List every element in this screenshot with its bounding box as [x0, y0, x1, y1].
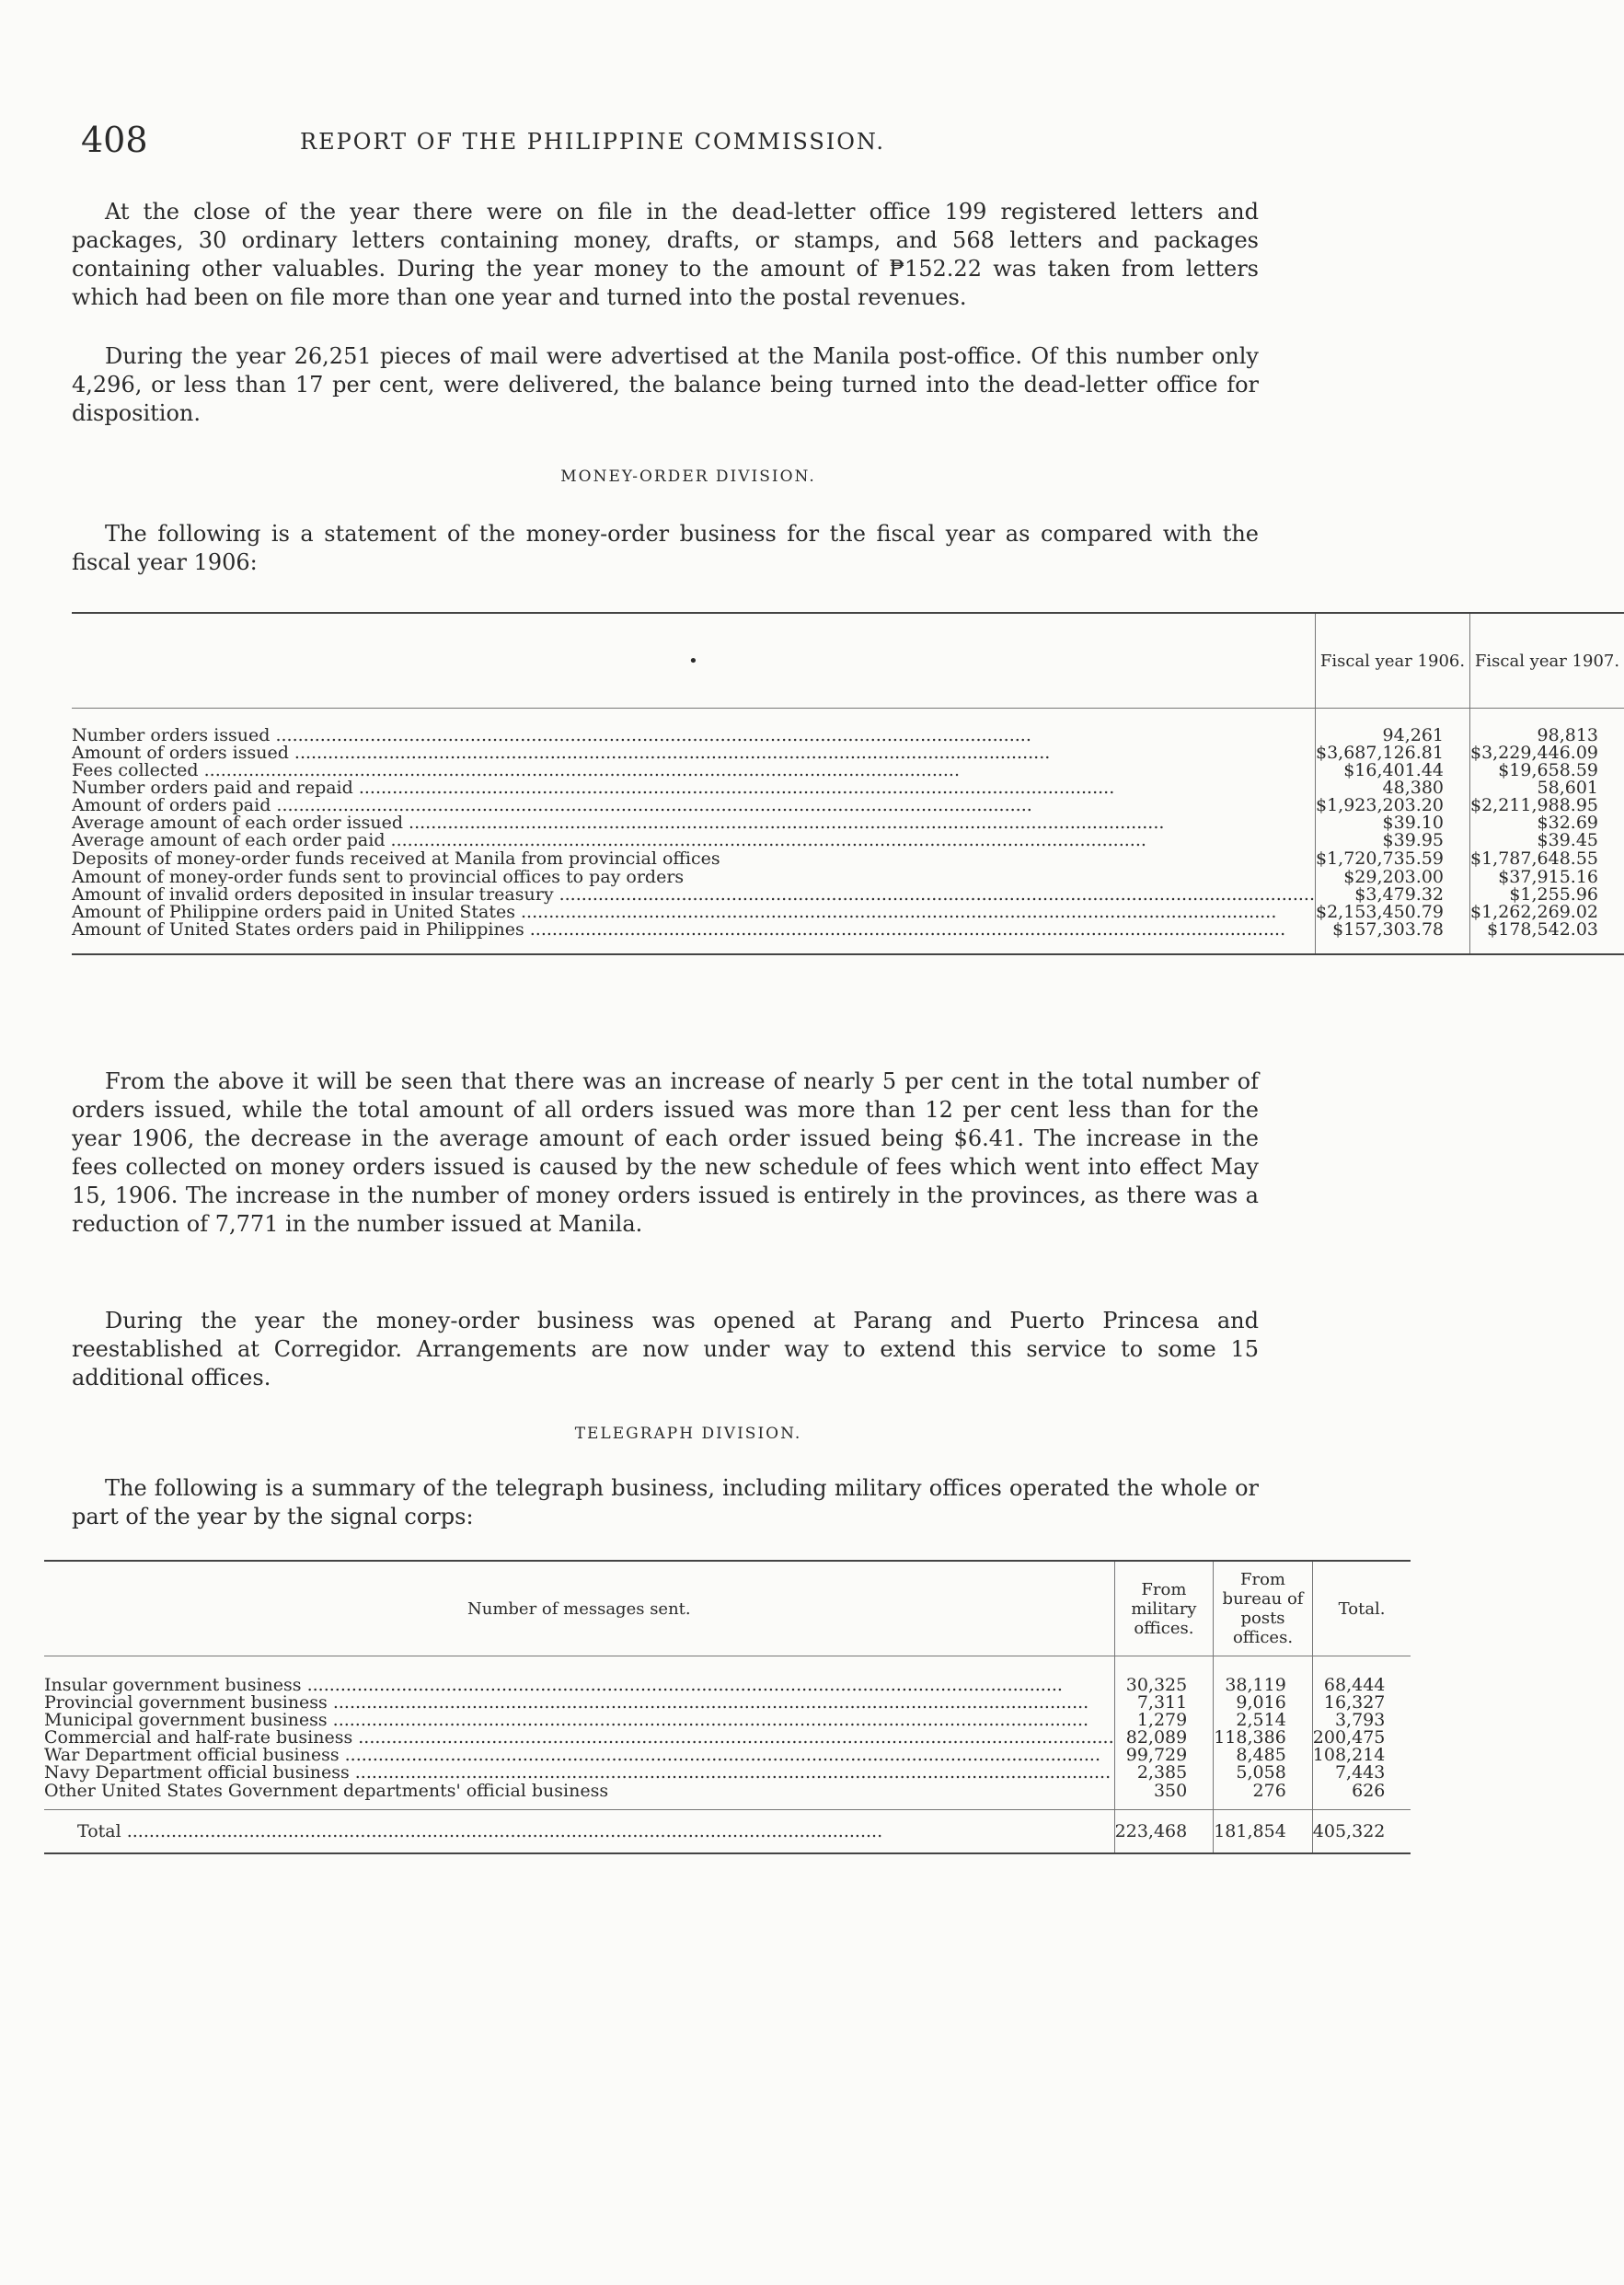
total-value: 68,444 [1323, 1675, 1386, 1695]
row-label: Amount of orders issued ..... [72, 744, 1315, 762]
row-label: Insular government business ..... [44, 1677, 1114, 1694]
column-header-1907: Fiscal year 1907. [1470, 613, 1624, 709]
value-1906: $2,153,450.79 [1315, 904, 1469, 921]
value-1907: 58,601 [1537, 778, 1599, 798]
row-label: Average amount of each order issued ..... [72, 814, 1315, 832]
table-row [44, 1764, 1411, 1782]
total-label: Total ..... [77, 1823, 1114, 1841]
row-label: Amount of United States orders paid in Philippines ..... [72, 921, 1315, 939]
row-label: Commercial and half-rate business ..... [44, 1729, 1114, 1747]
row-label: Amount of orders paid ..... [72, 797, 1315, 814]
row-label: Provincial government business ..... [44, 1694, 1114, 1712]
value-1907: $32.69 [1537, 813, 1599, 833]
table-row [72, 709, 1624, 745]
bureau-value: 276 [1214, 1782, 1313, 1810]
table-row [72, 921, 1624, 954]
value-1906: $39.95 [1315, 832, 1469, 849]
military-value: 30,325 [1114, 1656, 1214, 1695]
running-title: REPORT OF THE PHILIPPINE COMMISSION. [300, 129, 886, 155]
column-header-messages: Number of messages sent. [44, 1561, 1114, 1656]
analysis-text: From the above it will be seen that there was an increase of nearly 5 per cent in the total number of orders issued, while the total amount of all orders issued was more than 12 per cent less than for the year 1906, the decrease in the average amount of each order issued being $6.41. The increase in the fees collected on money orders issued is caused by the new schedule of fees which went into effect May 15, 1906. The increase in the number of money orders issued is entirely in the provinces, as there was a reduction of 7,771 in the number issued at Manila. [72, 1068, 1259, 1237]
value-1906: 94,261 [1315, 709, 1469, 745]
value-1906: $1,720,735.59 [1315, 849, 1469, 868]
value-1906: $1,923,203.20 [1315, 797, 1469, 814]
bureau-value: 8,485 [1214, 1747, 1313, 1764]
bureau-value: 2,514 [1214, 1712, 1313, 1729]
bureau-total: 181,854 [1214, 1810, 1313, 1854]
value-1907: $39.45 [1537, 830, 1599, 850]
money-order-intro-text: The following is a statement of the money-order business for the fiscal year as compared with the fiscal year 1906: [72, 521, 1259, 575]
money-order-intro [72, 520, 1259, 577]
bureau-value: 5,058 [1214, 1764, 1313, 1782]
total-value: 16,327 [1323, 1692, 1386, 1713]
row-label: Amount of invalid orders deposited in insular treasury ..... [72, 886, 1315, 904]
military-value: 82,089 [1114, 1729, 1214, 1747]
row-label: Fees collected ..... [72, 762, 1315, 779]
military-value: 350 [1114, 1782, 1214, 1810]
table-row [72, 832, 1624, 849]
column-header-1906: Fiscal year 1906. [1315, 613, 1469, 709]
value-1907: $2,211,988.95 [1470, 795, 1599, 815]
value-1907: $1,787,648.55 [1470, 848, 1599, 869]
military-value: 99,729 [1114, 1747, 1214, 1764]
telegraph-intro-text: The following is a summary of the telegraph business, including military offices operated the whole or part of the year by the signal corps: [72, 1475, 1259, 1529]
row-label: Other United States Government departments' official business [44, 1781, 609, 1801]
total-value: 108,214 [1312, 1745, 1386, 1765]
bureau-value: 9,016 [1214, 1694, 1313, 1712]
table-row [44, 1782, 1411, 1810]
telegraph-table [44, 1560, 1411, 1854]
money-order-heading: MONEY-ORDER DIVISION. [560, 467, 816, 486]
military-value: 1,279 [1114, 1712, 1214, 1729]
bureau-value: 118,386 [1214, 1729, 1313, 1747]
value-1906: $16,401.44 [1315, 762, 1469, 779]
telegraph-intro [72, 1474, 1259, 1531]
table-total-row [44, 1810, 1411, 1854]
value-1906: $39.10 [1315, 814, 1469, 832]
table-row [72, 868, 1624, 886]
total-value: 200,475 [1312, 1727, 1386, 1748]
value-1906: $29,203.00 [1315, 868, 1469, 886]
value-1907: 98,813 [1537, 725, 1599, 745]
money-order-header-blank: • [72, 613, 1315, 709]
column-header-bureau: From bureau of posts offices. [1214, 1561, 1313, 1656]
dead-letter-paragraph [72, 198, 1259, 312]
row-label: Deposits of money-order funds received at Manila from provincial offices [72, 848, 720, 869]
money-order-table [72, 612, 1624, 955]
value-1906: $157,303.78 [1315, 921, 1469, 954]
column-header-military: From military offices. [1114, 1561, 1214, 1656]
value-1907: $1,262,269.02 [1470, 902, 1599, 922]
telegraph-heading: TELEGRAPH DIVISION. [574, 1425, 802, 1443]
value-1907: $19,658.59 [1498, 760, 1599, 780]
value-1907: $37,915.16 [1498, 867, 1599, 887]
new-offices-paragraph [72, 1307, 1259, 1392]
row-label: Municipal government business ..... [44, 1712, 1114, 1729]
table-row [72, 849, 1624, 868]
row-label: War Department official business ..... [44, 1747, 1114, 1764]
row-label: Number orders issued ..... [72, 727, 1315, 744]
column-header-total: Total. [1312, 1561, 1411, 1656]
total-value: 626 [1352, 1781, 1386, 1801]
total-value: 3,793 [1334, 1710, 1386, 1730]
value-1906: 48,380 [1315, 779, 1469, 797]
advertised-mail-paragraph [72, 342, 1259, 428]
value-1906: $3,479.32 [1315, 886, 1469, 904]
value-1907: $178,542.03 [1487, 919, 1599, 940]
value-1907: $1,255.96 [1509, 884, 1599, 905]
row-label: Amount of money-order funds sent to provincial offices to pay orders [72, 867, 685, 887]
row-label: Number orders paid and repaid ..... [72, 779, 1315, 797]
value-1907: $3,229,446.09 [1470, 743, 1599, 763]
analysis-paragraph [72, 1067, 1259, 1239]
row-label: Average amount of each order paid ..... [72, 832, 1315, 849]
total-value: 7,443 [1334, 1762, 1386, 1783]
row-label: Navy Department official business ..... [44, 1764, 1114, 1782]
table-row [44, 1656, 1411, 1695]
military-value: 2,385 [1114, 1764, 1214, 1782]
dead-letter-text: At the close of the year there were on file in the dead-letter office 199 registered letters and packages, 30 ordinary letters containing money, drafts, or stamps, and 568 letters and packages containing other valuables. During the year money to the amount of ₱152.22 was taken from letters which had been on file more than one year and turned into the postal revenues. [72, 199, 1259, 310]
value-1906: $3,687,126.81 [1315, 744, 1469, 762]
military-value: 7,311 [1114, 1694, 1214, 1712]
page-number: 408 [81, 120, 148, 160]
bureau-value: 38,119 [1214, 1656, 1313, 1695]
advertised-mail-text: During the year 26,251 pieces of mail were advertised at the Manila post-office. Of this number only 4,296, or less than 17 per cent, were delivered, the balance being turned into the dead-letter office for disposition. [72, 343, 1259, 426]
military-total: 223,468 [1114, 1810, 1214, 1854]
page-header [81, 120, 1268, 166]
grand-total: 405,322 [1312, 1810, 1411, 1854]
new-offices-text: During the year the money-order business was opened at Parang and Puerto Princesa and reestablished at Corregidor. Arrangements are now under way to extend this service to some 15 additional offices. [72, 1308, 1259, 1391]
row-label: Amount of Philippine orders paid in United States ..... [72, 904, 1315, 921]
